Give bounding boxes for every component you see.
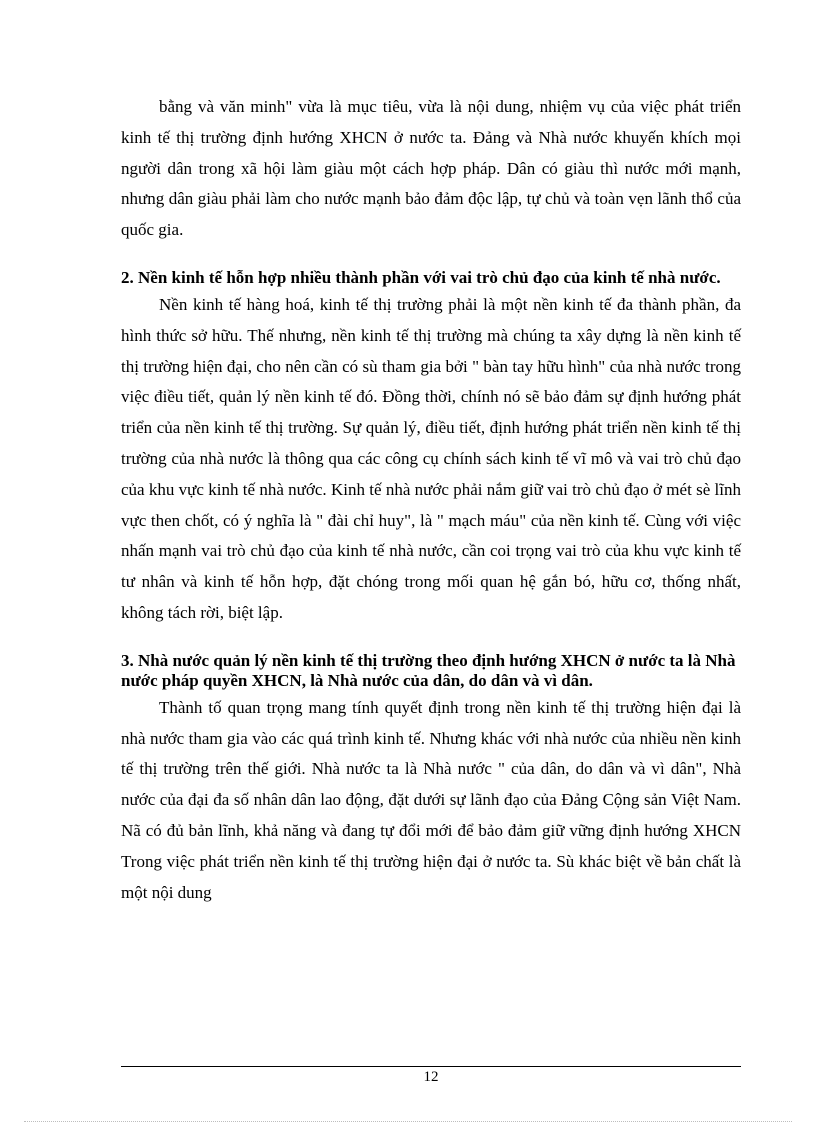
section-heading-2: 2. Nền kinh tế hỗn hợp nhiều thành phần với vai trò chủ đạo của kinh tế nhà nước. (121, 267, 721, 287)
footer-divider (121, 1066, 741, 1067)
page-break-line (24, 1121, 792, 1122)
document-body (121, 92, 741, 908)
paragraph-section-3: Thành tố quan trọng mang tính quyết định trong nền kinh tế thị trường hiện đại là nhà nước tham gia vào các quá trình kinh tế. Nhưng khác với nhà nước của nhiều nền kinh tế thị trường trên thế giới. Nhà nước ta là Nhà nước " của dân, do dân và vì dân", Nhà nước của đại đa số nhân dân lao động, đặt dưới sự lãnh đạo của Đảng Cộng sản Việt Nam. Nã có đủ bản lĩnh, khả năng và đang tự đổi mới để bảo đảm giữ vững định hướng XHCN Trong việc phát triển nền kinh tế thị trường hiện đại ở nước ta. Sù khác biệt về bản chất là một nội dung (121, 697, 741, 902)
section-heading-3: 3. Nhà nước quản lý nền kinh tế thị trường theo định hướng XHCN ở nước ta là Nhà nước pháp quyền XHCN, là Nhà nước của dân, do dân và vì dân. (121, 650, 736, 690)
paragraph-section-2: Nền kinh tế hàng hoá, kinh tế thị trường phải là một nền kinh tế đa thành phần, đa hình thức sở hữu. Thế nhưng, nền kinh tế thị trường mà chúng ta xây dựng là nền kinh tế thị trường hiện đại, cho nên cần có sù tham gia bởi " bàn tay hữu hình" của nhà nước trong việc điều tiết, quản lý nền kinh tế đó. Đồng thời, chính nó sẽ bảo đảm sự định hướng phát triển của nền kinh tế thị trường. Sự quản lý, điều tiết, định hướng phát triển nền kinh tế thị trường của nhà nước là thông qua các công cụ chính sách kinh tế vĩ mô và vai trò chủ đạo của khu vực kinh tế nhà nước. Kinh tế nhà nước phải nắm giữ vai trò chủ đạo ở mét sè lĩnh vực then chốt, có ý nghĩa là " đài chỉ huy", là " mạch máu" của nền kinh tế. Cùng với việc nhấn mạnh vai trò chủ đạo của kinh tế nhà nước, cần coi trọng vai trò của khu vực kinh tế tư nhân và kinh tế hỗn hợp, đặt chóng trong mối quan hệ gắn bó, hữu cơ, thống nhất, không tách rời, biệt lập. (121, 294, 741, 622)
paragraph-intro: bằng và văn minh" vừa là mục tiêu, vừa là nội dung, nhiệm vụ của việc phát triển kinh tế thị trường định hướng XHCN ở nước ta. Đảng và Nhà nước khuyến khích mọi người dân trong xã hội làm giàu một cách hợp pháp. Dân có giàu thì nước mới mạnh, nhưng dân giàu phải làm cho nước mạnh bảo đảm độc lập, tự chủ và toàn vẹn lãnh thổ của quốc gia. (121, 97, 741, 240)
page-number: 12 (423, 1069, 439, 1085)
